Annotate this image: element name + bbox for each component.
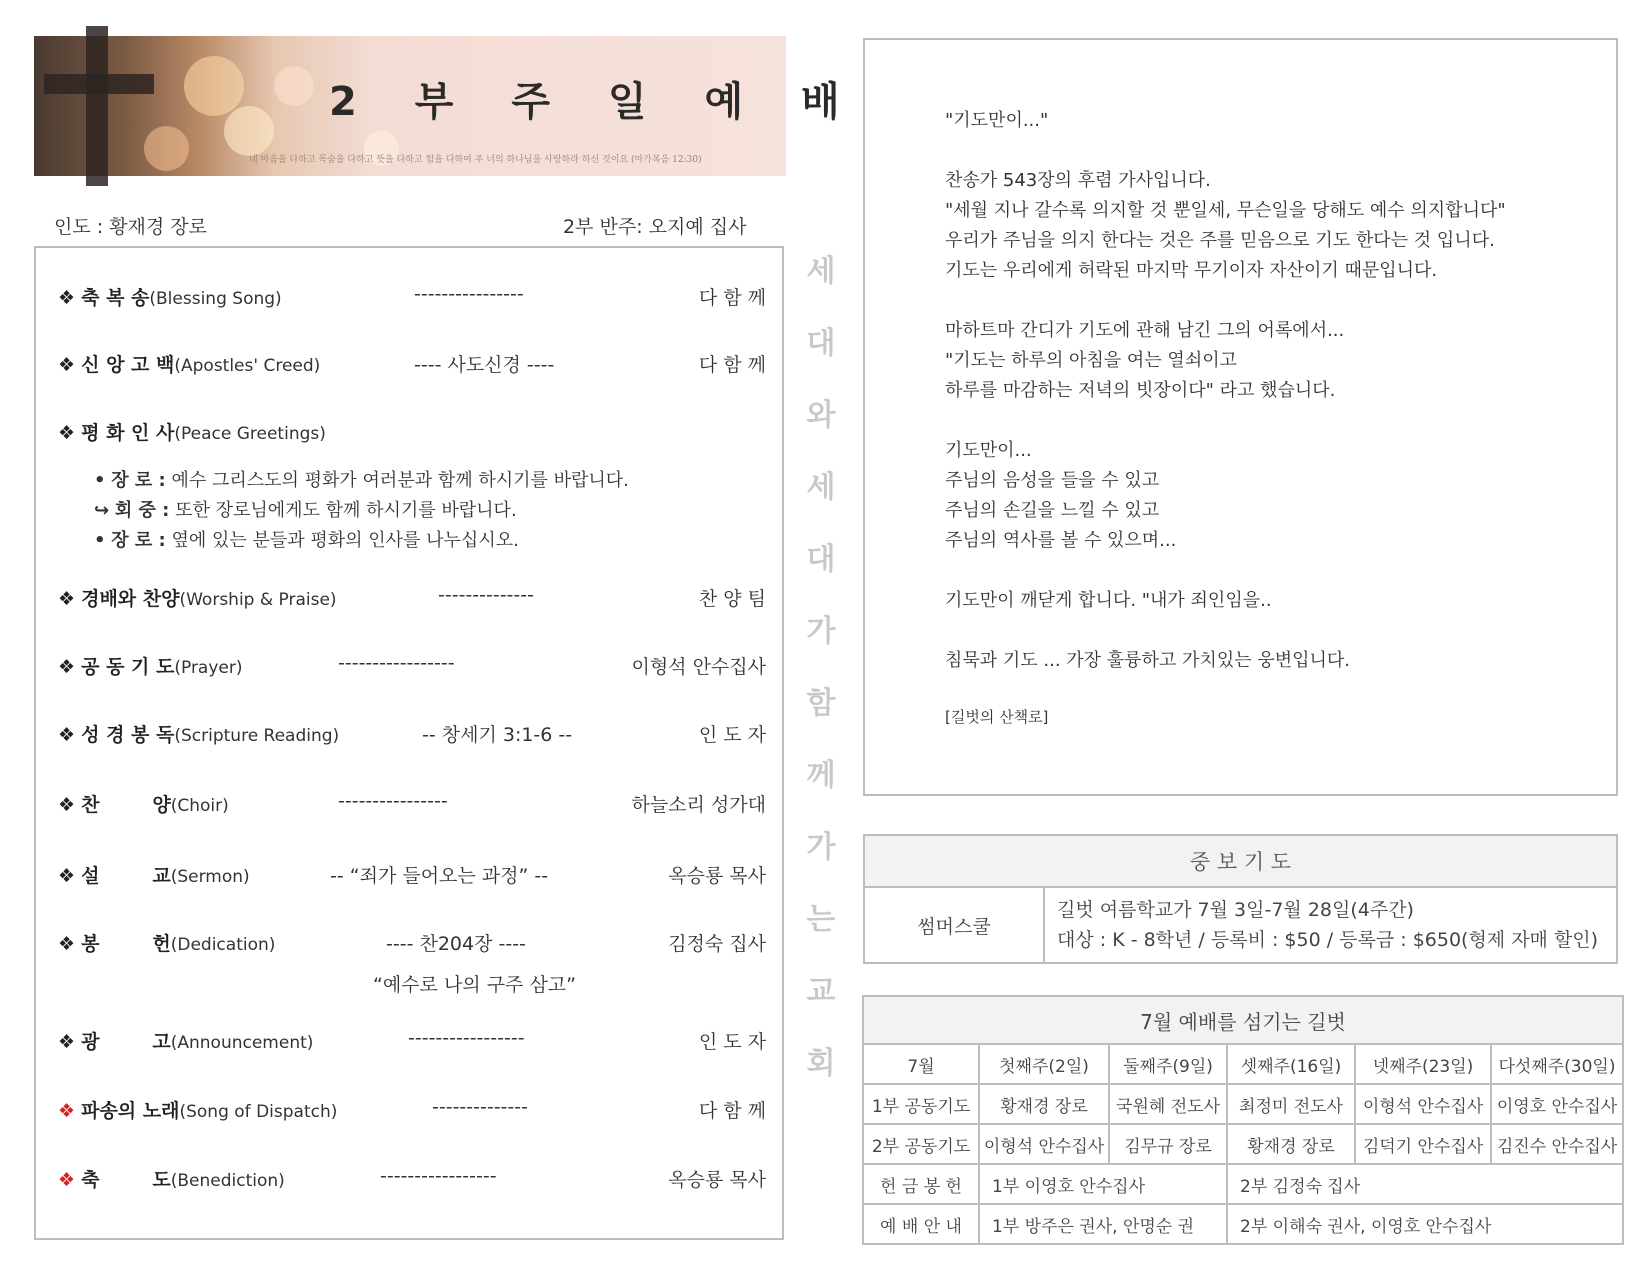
order-item-prayer bbox=[36, 652, 786, 682]
column-header: 첫째주(2일) bbox=[979, 1044, 1109, 1084]
table-row bbox=[863, 1124, 1623, 1164]
table-cell: 헌 금 봉 헌 bbox=[863, 1164, 979, 1204]
order-item-sermon bbox=[36, 861, 786, 891]
slogan-char: 세 bbox=[806, 254, 836, 289]
diamond-icon: ❖ bbox=[58, 287, 76, 309]
reflection-line: 주님의 음성을 들을 수 있고 bbox=[945, 470, 1160, 491]
order-title: 광 고 bbox=[81, 1031, 171, 1053]
response-role: 회 중 : bbox=[114, 500, 170, 521]
order-item-worship bbox=[36, 584, 786, 614]
order-title-en: (Blessing Song) bbox=[149, 289, 282, 309]
table-cell: 2부 공동기도 bbox=[863, 1124, 979, 1164]
table-cell: 예 배 안 내 bbox=[863, 1204, 979, 1244]
order-item-blessing-song bbox=[36, 283, 786, 313]
reflection-line: 기도만이... bbox=[945, 440, 1032, 461]
table-cell: 이형석 안수집사 bbox=[1355, 1084, 1491, 1124]
intercession-label: 썸머스쿨 bbox=[864, 887, 1044, 963]
intercession-table bbox=[863, 834, 1618, 964]
response-mark: • bbox=[94, 470, 106, 491]
order-title-en: (Benediction) bbox=[170, 1171, 285, 1191]
order-title-en: (Song of Dispatch) bbox=[179, 1102, 338, 1122]
reflection-line: 주님의 손길을 느낄 수 있고 bbox=[945, 500, 1160, 521]
order-who: 찬 양 팀 bbox=[698, 588, 766, 610]
order-title-en: (Prayer) bbox=[174, 658, 243, 678]
order-who: 인 도 자 bbox=[698, 1031, 766, 1053]
order-mid: -------------- bbox=[432, 1096, 528, 1118]
reflection-line: 우리가 주님을 의지 한다는 것은 주를 믿음으로 기도 한다는 것 입니다. bbox=[945, 230, 1495, 251]
response-role: 장 로 : bbox=[111, 530, 166, 551]
diamond-icon: ❖ bbox=[58, 933, 76, 955]
order-title-en: (Announcement) bbox=[170, 1033, 314, 1053]
schedule-table bbox=[862, 995, 1624, 1245]
schedule-header: 7월 예배를 섬기는 길벗 bbox=[863, 996, 1623, 1044]
slogan-char: 께 bbox=[806, 758, 836, 793]
reflection-box bbox=[863, 38, 1618, 796]
reflection-line: "기도만이..." bbox=[945, 110, 1049, 131]
slogan-char: 대 bbox=[806, 542, 836, 577]
order-title: 봉 헌 bbox=[81, 933, 171, 955]
response-role: 장 로 : bbox=[111, 470, 166, 491]
table-cell: 1부 이영호 안수집사 bbox=[979, 1164, 1227, 1204]
table-cell: 김진수 안수집사 bbox=[1491, 1124, 1623, 1164]
order-who: 다 함 께 bbox=[698, 287, 766, 309]
order-who: 옥승룡 목사 bbox=[668, 865, 766, 887]
order-mid: ---- 사도신경 ---- bbox=[414, 354, 555, 376]
order-title: 축 복 송 bbox=[81, 287, 150, 309]
order-item-announcement bbox=[36, 1027, 786, 1057]
intercession-header: 중 보 기 도 bbox=[864, 835, 1617, 887]
reflection-line: "기도는 하루의 아침을 여는 열쇠이고 bbox=[945, 350, 1237, 371]
order-mid: ----------------- bbox=[408, 1027, 525, 1049]
order-title-en: (Scripture Reading) bbox=[174, 726, 340, 746]
order-mid: ---------------- bbox=[414, 283, 524, 305]
cross-icon-bar bbox=[44, 74, 154, 94]
diamond-icon: ❖ bbox=[58, 422, 76, 444]
intercession-line: 대상 : K - 8학년 / 등록비 : $50 / 등록금 : $650(형제 자매 할인) bbox=[1057, 929, 1599, 951]
order-mid: -------------- bbox=[438, 584, 534, 606]
page-title: 2 부 주 일 예 배 bbox=[329, 79, 862, 125]
order-title-en: (Choir) bbox=[170, 796, 229, 816]
slogan-char: 는 bbox=[806, 902, 836, 937]
reflection-line: 침묵과 기도 ... 가장 훌륭하고 가치있는 웅변입니다. bbox=[945, 650, 1350, 671]
response-mark: • bbox=[94, 530, 106, 551]
order-item-dedication bbox=[36, 929, 786, 959]
slogan-char: 가 bbox=[806, 830, 836, 865]
peace-response bbox=[94, 496, 517, 522]
order-who: 이형석 안수집사 bbox=[631, 656, 766, 678]
order-mid: ---------------- bbox=[338, 790, 448, 812]
slogan-char: 와 bbox=[806, 398, 836, 433]
reflection-line: 기도는 우리에게 허락된 마지막 무기이자 자산이기 때문입니다. bbox=[945, 260, 1438, 281]
table-cell: 이형석 안수집사 bbox=[979, 1124, 1109, 1164]
cross-icon bbox=[86, 26, 108, 186]
diamond-icon: ❖ bbox=[58, 724, 76, 746]
order-title-en: (Dedication) bbox=[170, 935, 276, 955]
order-mid: ----------------- bbox=[338, 652, 455, 674]
slogan-char: 함 bbox=[806, 686, 836, 721]
table-cell: 최정미 전도사 bbox=[1227, 1084, 1355, 1124]
order-title: 축 도 bbox=[81, 1169, 171, 1191]
peace-response bbox=[94, 466, 629, 492]
order-who: 인 도 자 bbox=[698, 724, 766, 746]
response-mark: ↪ bbox=[94, 500, 110, 521]
slogan-char: 세 bbox=[806, 470, 836, 505]
reflection-source: [길벗의 산책로] bbox=[945, 708, 1049, 726]
table-row bbox=[863, 1084, 1623, 1124]
diamond-icon: ❖ bbox=[58, 588, 76, 610]
order-who: 옥승룡 목사 bbox=[668, 1169, 766, 1191]
intercession-content bbox=[1044, 887, 1617, 963]
column-header: 7월 bbox=[863, 1044, 979, 1084]
table-cell: 1부 공동기도 bbox=[863, 1084, 979, 1124]
order-title: 경배와 찬양 bbox=[81, 588, 180, 610]
order-item-creed bbox=[36, 350, 786, 380]
order-item-choir bbox=[36, 790, 786, 820]
slogan-char: 가 bbox=[806, 614, 836, 649]
table-row bbox=[863, 1164, 1623, 1204]
banner-verse: 네 마음을 다하고 목숨을 다하고 뜻을 다하고 힘을 다하여 주 너의 하나님을 사랑하라 하신 것이요 (마가복음 12:30) bbox=[249, 155, 702, 165]
order-who: 김정숙 집사 bbox=[668, 933, 766, 955]
header-banner bbox=[34, 36, 862, 176]
order-title-en: (Peace Greetings) bbox=[174, 424, 326, 444]
order-mid: -- 창세기 3:1-6 -- bbox=[422, 724, 573, 746]
table-cell: 황재경 장로 bbox=[1227, 1124, 1355, 1164]
leader-text: 인도 : 황재경 장로 bbox=[54, 216, 207, 238]
reflection-line: 기도만이 깨닫게 합니다. "내가 죄인임을.. bbox=[945, 590, 1272, 611]
worship-order-box bbox=[34, 246, 784, 1240]
reflection-line: 주님의 역사를 볼 수 있으며... bbox=[945, 530, 1177, 551]
reflection-line: 찬송가 543장의 후렴 가사입니다. bbox=[945, 170, 1211, 191]
order-title-en: (Worship & Praise) bbox=[179, 590, 337, 610]
slogan-char: 교 bbox=[806, 974, 836, 1009]
column-header: 다섯째주(30일) bbox=[1491, 1044, 1623, 1084]
table-cell: 황재경 장로 bbox=[979, 1084, 1109, 1124]
column-header: 셋째주(16일) bbox=[1227, 1044, 1355, 1084]
order-item-benediction bbox=[36, 1165, 786, 1195]
response-text: 또한 장로님에게도 함께 하시기를 바랍니다. bbox=[175, 500, 517, 521]
table-cell: 2부 이해숙 권사, 이영호 안수집사 bbox=[1227, 1204, 1623, 1244]
order-title: 설 교 bbox=[81, 865, 171, 887]
order-mid: ----------------- bbox=[380, 1165, 497, 1187]
reflection-line: "세월 지나 갈수록 의지할 것 뿐일세, 무슨일을 당해도 예수 의지합니다" bbox=[945, 200, 1506, 221]
order-title: 파송의 노래 bbox=[81, 1100, 180, 1122]
diamond-icon: ❖ bbox=[58, 1169, 76, 1191]
column-header: 둘째주(9일) bbox=[1109, 1044, 1227, 1084]
diamond-icon: ❖ bbox=[58, 865, 76, 887]
table-row bbox=[863, 1204, 1623, 1244]
order-title: 공 동 기 도 bbox=[81, 656, 175, 678]
slogan-char: 대 bbox=[806, 326, 836, 361]
accompanist-text: 2부 반주: 오지예 집사 bbox=[563, 216, 747, 238]
order-who: 다 함 께 bbox=[698, 1100, 766, 1122]
table-cell: 김무규 장로 bbox=[1109, 1124, 1227, 1164]
reflection-line: 하루를 마감하는 저녁의 빗장이다" 라고 했습니다. bbox=[945, 380, 1336, 401]
table-row bbox=[863, 1044, 1623, 1084]
slogan-char: 회 bbox=[806, 1046, 836, 1081]
order-mid: ---- 찬204장 ---- bbox=[386, 933, 526, 955]
column-header: 넷째주(23일) bbox=[1355, 1044, 1491, 1084]
order-title: 평 화 인 사 bbox=[81, 422, 175, 444]
diamond-icon: ❖ bbox=[58, 794, 76, 816]
order-item-dispatch bbox=[36, 1096, 786, 1126]
order-title-en: (Sermon) bbox=[170, 867, 250, 887]
order-title: 찬 양 bbox=[81, 794, 171, 816]
response-text: 예수 그리스도의 평화가 여러분과 함께 하시기를 바랍니다. bbox=[171, 470, 629, 491]
diamond-icon: ❖ bbox=[58, 1031, 76, 1053]
table-cell: 1부 방주은 권사, 안명순 권 bbox=[979, 1204, 1227, 1244]
order-title-en: (Apostles' Creed) bbox=[174, 356, 321, 376]
diamond-icon: ❖ bbox=[58, 656, 76, 678]
table-cell: 국원혜 전도사 bbox=[1109, 1084, 1227, 1124]
diamond-icon: ❖ bbox=[58, 354, 76, 376]
peace-response bbox=[94, 526, 519, 552]
order-mid: -- “죄가 들어오는 과정” -- bbox=[330, 865, 549, 887]
table-cell: 2부 김정숙 집사 bbox=[1227, 1164, 1623, 1204]
order-title: 신 앙 고 백 bbox=[81, 354, 175, 376]
response-text: 옆에 있는 분들과 평화의 인사를 나누십시오. bbox=[171, 530, 519, 551]
order-item-peace bbox=[36, 418, 786, 448]
table-cell: 이영호 안수집사 bbox=[1491, 1084, 1623, 1124]
table-cell: 김덕기 안수집사 bbox=[1355, 1124, 1491, 1164]
dedication-hymn: “예수로 나의 구주 삼고” bbox=[373, 974, 576, 996]
diamond-icon: ❖ bbox=[58, 1100, 76, 1122]
intercession-line: 길벗 여름학교가 7월 3일-7월 28일(4주간) bbox=[1057, 899, 1414, 921]
order-who: 다 함 께 bbox=[698, 354, 766, 376]
reflection-line: 마하트마 간디가 기도에 관해 남긴 그의 어록에서... bbox=[945, 320, 1345, 341]
order-item-scripture bbox=[36, 720, 786, 750]
order-who: 하늘소리 성가대 bbox=[631, 794, 766, 816]
order-title: 성 경 봉 독 bbox=[81, 724, 175, 746]
